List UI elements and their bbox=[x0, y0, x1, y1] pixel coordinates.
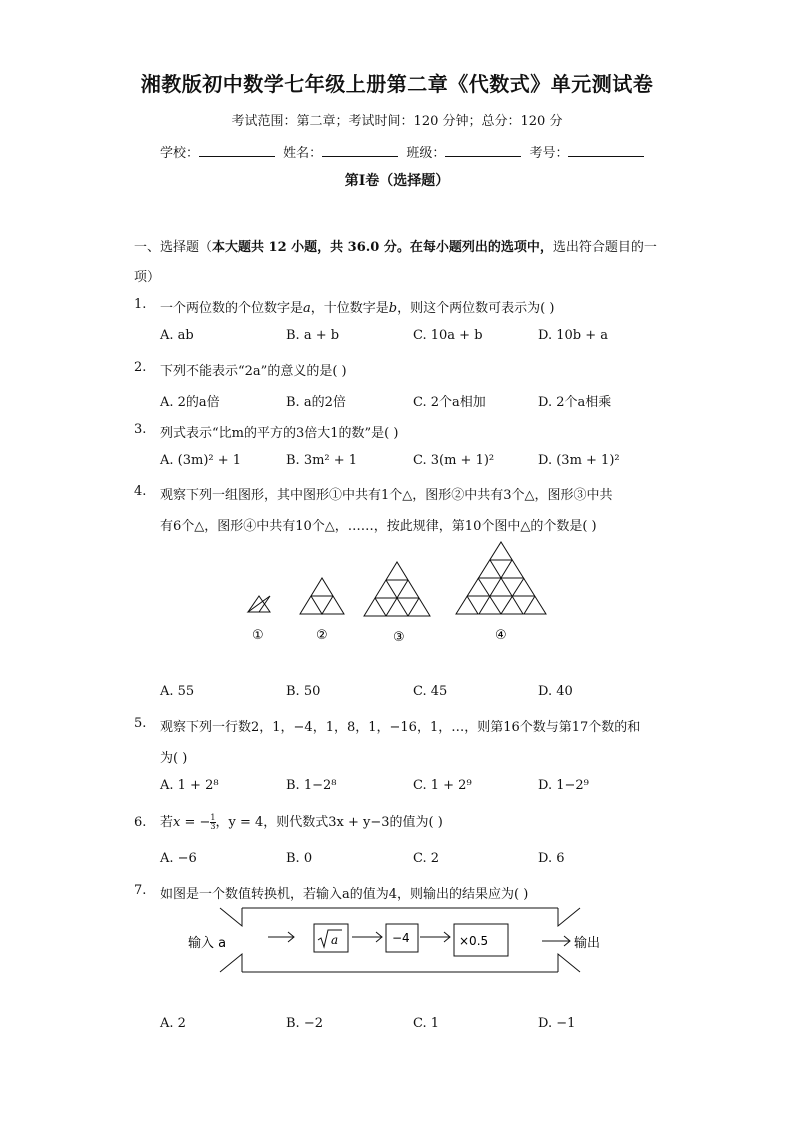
option-a[interactable]: A. 2 bbox=[160, 1016, 186, 1031]
option-a[interactable]: A. −6 bbox=[160, 851, 197, 866]
q6-var-x: x bbox=[173, 815, 181, 830]
question-number: 4. bbox=[134, 484, 147, 499]
minus-four-label: −4 bbox=[392, 931, 410, 945]
question-number: 2. bbox=[134, 360, 147, 375]
question-number: 1. bbox=[134, 297, 147, 312]
option-b[interactable]: B. 0 bbox=[286, 851, 313, 866]
option-d[interactable]: D. −1 bbox=[538, 1016, 576, 1031]
option-d[interactable]: D. 6 bbox=[538, 851, 565, 866]
question-1-text bbox=[160, 297, 554, 316]
option-a[interactable]: A. (3m)² + 1 bbox=[160, 453, 242, 468]
conversion-machine-diagram bbox=[180, 904, 640, 976]
figure-label-3: ③ bbox=[393, 630, 405, 645]
exam-number-field[interactable] bbox=[568, 144, 644, 157]
option-a[interactable]: A. 1 + 2⁸ bbox=[160, 778, 219, 793]
section-intro-bold: 本大题共 12 小题，共 36.0 分。在每小题列出的选项中， bbox=[212, 240, 553, 255]
option-d[interactable]: D. 2个a相乘 bbox=[538, 395, 612, 410]
q1-text-b: ，十位数字是 bbox=[310, 301, 389, 316]
triangle-fig4-d3 bbox=[467, 596, 478, 614]
machine-left-notch-top bbox=[220, 908, 242, 926]
question-5-line1: 观察下列一行数2，1，−4，1，8，1，−16，1，…，则第16个数与第17个数的和 bbox=[160, 720, 641, 735]
exam-number-label: 考号： bbox=[529, 146, 569, 161]
name-label: 姓名： bbox=[283, 146, 323, 161]
triangle-fig3-d3 bbox=[375, 598, 386, 616]
figure-label-2: ② bbox=[316, 628, 328, 643]
machine-left-notch-bottom bbox=[220, 954, 242, 972]
q1-text-c: ，则这个两位数可表示为( ) bbox=[397, 301, 555, 316]
question-3-text: 列式表示“比m的平方的3倍大1的数”是( ) bbox=[160, 426, 399, 441]
option-b[interactable]: B. a的2倍 bbox=[286, 395, 346, 410]
section-intro bbox=[134, 233, 664, 293]
question-6-text: 若x = − $\frac{1}{3}$ ，y = 4，则代数式3x + y−3的值为( ) bbox=[160, 813, 443, 831]
option-a[interactable]: A. 2的a倍 bbox=[160, 395, 220, 410]
part-title: 第I卷（选择题） bbox=[344, 173, 450, 189]
question-number: 7. bbox=[134, 883, 147, 898]
school-label: 学校： bbox=[160, 146, 200, 161]
option-d[interactable]: D. 40 bbox=[538, 684, 573, 699]
triangle-fig3-d4 bbox=[408, 598, 419, 616]
class-field[interactable] bbox=[445, 144, 521, 157]
triangle-fig2-inner bbox=[311, 596, 333, 614]
option-c[interactable]: C. 1 bbox=[413, 1016, 440, 1031]
machine-output-label: 输出 bbox=[574, 936, 601, 951]
exam-info: 考试范围：第二章；考试时间：120 分钟；总分：120 分 bbox=[231, 114, 563, 129]
option-b[interactable]: B. −2 bbox=[286, 1016, 323, 1031]
triangle-fig1 bbox=[248, 596, 270, 612]
question-number: 5. bbox=[134, 716, 147, 731]
machine-input-label: 输入 a bbox=[188, 936, 227, 951]
section-intro-b: 选出符合题目的一项） bbox=[134, 240, 657, 285]
question-4-line2: 有6个△，图形④中共有10个△，……，按此规律，第10个图中△的个数是( ) bbox=[160, 519, 597, 534]
school-field[interactable] bbox=[199, 144, 275, 157]
fraction-denominator: 3 bbox=[210, 822, 216, 831]
q1-var-a: a bbox=[303, 301, 311, 316]
option-b[interactable]: B. a + b bbox=[286, 328, 340, 343]
q1-var-b: b bbox=[388, 301, 398, 316]
times-half-label: ×0.5 bbox=[459, 934, 489, 948]
page-title: 湘教版初中数学七年级上册第二章《代数式》单元测试卷 bbox=[140, 72, 654, 96]
figure-label-1: ① bbox=[252, 628, 264, 643]
q6-text-b: ，y = 4，则代数式3x + y−3的值为( ) bbox=[215, 815, 443, 830]
sqrt-sign bbox=[318, 930, 342, 947]
option-c[interactable]: C. 10a + b bbox=[413, 328, 483, 343]
option-a[interactable]: A. ab bbox=[160, 328, 194, 343]
section-intro-a: 一、选择题（ bbox=[134, 240, 213, 255]
option-c[interactable]: C. 45 bbox=[413, 684, 448, 699]
machine-right-notch-bottom bbox=[558, 954, 580, 972]
q6-text-a: 若 bbox=[160, 815, 174, 830]
option-b[interactable]: B. 3m² + 1 bbox=[286, 453, 358, 468]
option-d[interactable]: D. 10b + a bbox=[538, 328, 608, 343]
option-b[interactable]: B. 50 bbox=[286, 684, 321, 699]
question-5-line2: 为( ) bbox=[160, 751, 188, 766]
triangle-fig3-outline bbox=[364, 562, 430, 616]
option-c[interactable]: C. 3(m + 1)² bbox=[413, 453, 495, 468]
student-info-line bbox=[160, 142, 648, 161]
class-label: 班级： bbox=[406, 146, 446, 161]
option-c[interactable]: C. 2 bbox=[413, 851, 440, 866]
question-4-line1: 观察下列一组图形，其中图形①中共有1个△，图形②中共有3个△，图形③中共 bbox=[160, 488, 613, 503]
question-number: 6. bbox=[134, 815, 147, 830]
fraction-numerator: 1 bbox=[210, 813, 216, 822]
option-c[interactable]: C. 2个a相加 bbox=[413, 395, 486, 410]
sqrt-variable: a bbox=[331, 933, 339, 947]
triangle-pattern-figure bbox=[240, 538, 560, 648]
q1-text-a: 一个两位数的个位数字是 bbox=[160, 301, 304, 316]
question-7-text: 如图是一个数值转换机，若输入a的值为4，则输出的结果应为( ) bbox=[160, 887, 529, 902]
question-number: 3. bbox=[134, 422, 147, 437]
machine-right-notch-top bbox=[558, 908, 580, 926]
option-a[interactable]: A. 55 bbox=[160, 684, 195, 699]
option-c[interactable]: C. 1 + 2⁹ bbox=[413, 778, 472, 793]
question-2-text: 下列不能表示“2a”的意义的是( ) bbox=[160, 364, 347, 379]
triangle-fig4-d6 bbox=[524, 596, 535, 614]
figure-label-4: ④ bbox=[495, 628, 507, 643]
option-b[interactable]: B. 1−2⁸ bbox=[286, 778, 337, 793]
name-field[interactable] bbox=[322, 144, 398, 157]
option-d[interactable]: D. (3m + 1)² bbox=[538, 453, 620, 468]
option-d[interactable]: D. 1−2⁹ bbox=[538, 778, 589, 793]
